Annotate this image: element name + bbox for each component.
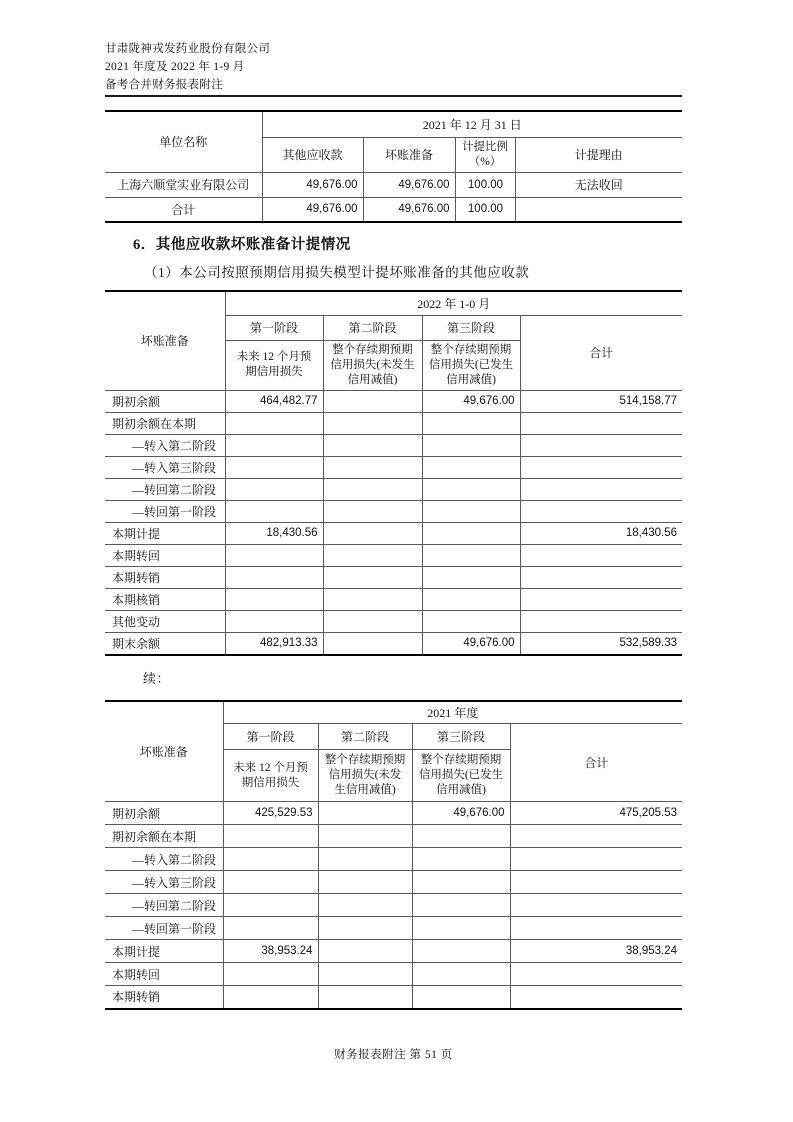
row-label: —转入第三阶段 bbox=[105, 871, 223, 894]
stage1-value bbox=[225, 588, 323, 610]
row-label: —转回第一阶段 bbox=[105, 500, 225, 522]
row-label: 本期计提 bbox=[105, 940, 223, 963]
total-value bbox=[510, 871, 682, 894]
reason-value: 无法收回 bbox=[515, 172, 682, 197]
table-row bbox=[105, 632, 682, 655]
table-row bbox=[105, 848, 682, 871]
period-header: 2021 年度 bbox=[223, 701, 682, 724]
total-value bbox=[510, 917, 682, 940]
total-value bbox=[520, 478, 682, 500]
total-header: 合计 bbox=[520, 315, 682, 390]
stage3-value: 49,676.00 bbox=[422, 632, 520, 655]
stage1-value bbox=[225, 500, 323, 522]
total-value bbox=[520, 610, 682, 632]
row-label: 本期转销 bbox=[105, 986, 223, 1009]
table-row bbox=[105, 456, 682, 478]
row-label: —转入第二阶段 bbox=[105, 434, 225, 456]
ratio-value: 100.00 bbox=[455, 172, 515, 197]
stage1-value bbox=[225, 456, 323, 478]
receivable-header: 其他应收款 bbox=[262, 137, 363, 172]
ratio-header: 计提比例（%） bbox=[455, 137, 515, 172]
stage2-value bbox=[323, 632, 422, 655]
stage3-value bbox=[422, 478, 520, 500]
row-label: —转回第二阶段 bbox=[105, 894, 223, 917]
table-row bbox=[105, 588, 682, 610]
stage1-value bbox=[223, 894, 318, 917]
company-name: 甘肃陇神戎发药业股份有限公司 bbox=[105, 43, 271, 55]
period-header: 2022 年 1-0 月 bbox=[225, 291, 682, 315]
report-period: 2021 年度及 2022 年 1-9 月 bbox=[105, 61, 245, 73]
row-label: 期初余额 bbox=[105, 802, 223, 825]
total-value: 475,205.53 bbox=[510, 802, 682, 825]
stage2-value bbox=[318, 963, 412, 986]
row-label: 期初余额在本期 bbox=[105, 825, 223, 848]
reason-value bbox=[515, 197, 682, 222]
stage1-header: 第一阶段 bbox=[225, 315, 323, 340]
section-title: 6．其他应收款坏账准备计提情况 bbox=[133, 237, 351, 253]
stage3-value bbox=[422, 434, 520, 456]
row-label: 本期计提 bbox=[105, 522, 225, 544]
stage2-header: 第二阶段 bbox=[323, 315, 422, 340]
row-label: 期末余额 bbox=[105, 632, 225, 655]
stage1-value: 464,482.77 bbox=[225, 390, 323, 412]
table-row bbox=[105, 963, 682, 986]
stage3-value: 49,676.00 bbox=[422, 390, 520, 412]
total-value bbox=[510, 986, 682, 1009]
stage2-header: 第二阶段 bbox=[318, 724, 412, 750]
stage1-value bbox=[223, 871, 318, 894]
unit-name-header: 单位名称 bbox=[105, 111, 262, 172]
table-row bbox=[105, 610, 682, 632]
table-row bbox=[105, 412, 682, 434]
stage2-value bbox=[323, 566, 422, 588]
document-header bbox=[105, 40, 270, 94]
total-value bbox=[520, 544, 682, 566]
page-footer: 财务报表附注 第 51 页 bbox=[334, 1049, 453, 1061]
stage3-value bbox=[412, 963, 510, 986]
stage3-value bbox=[412, 940, 510, 963]
stage2-value bbox=[323, 434, 422, 456]
total-value: 532,589.33 bbox=[520, 632, 682, 655]
stage1-sub: 未来 12 个月预期信用损失 bbox=[225, 340, 323, 390]
stage3-value bbox=[412, 825, 510, 848]
stage2-value bbox=[318, 848, 412, 871]
stage2-value bbox=[318, 917, 412, 940]
table-row bbox=[105, 522, 682, 544]
stage1-value: 18,430.56 bbox=[225, 522, 323, 544]
stage2-value bbox=[323, 500, 422, 522]
stage3-value bbox=[422, 544, 520, 566]
table-header-row bbox=[105, 111, 682, 137]
row-header: 坏账准备 bbox=[105, 701, 223, 802]
total-value bbox=[520, 412, 682, 434]
report-type: 备考合并财务报表附注 bbox=[105, 79, 223, 91]
stage1-value bbox=[225, 544, 323, 566]
row-label: 本期核销 bbox=[105, 588, 225, 610]
stage1-value: 425,529.53 bbox=[223, 802, 318, 825]
row-label: 期初余额 bbox=[105, 390, 225, 412]
table-row bbox=[105, 871, 682, 894]
stage1-value bbox=[225, 478, 323, 500]
bad-debt-value: 49,676.00 bbox=[363, 197, 455, 222]
row-label: —转入第二阶段 bbox=[105, 848, 223, 871]
stage3-value bbox=[412, 848, 510, 871]
stage1-value bbox=[223, 848, 318, 871]
date-header: 2021 年 12 月 31 日 bbox=[262, 111, 682, 137]
stage3-sub: 整个存续期预期信用损失(已发生信用减值) bbox=[412, 750, 510, 802]
total-value bbox=[520, 500, 682, 522]
stage1-sub: 未来 12 个月预期信用损失 bbox=[223, 750, 318, 802]
stage3-value bbox=[422, 522, 520, 544]
stage2-value bbox=[318, 894, 412, 917]
stage2-value bbox=[323, 610, 422, 632]
provision-by-unit-table bbox=[105, 110, 682, 223]
total-value: 38,953.24 bbox=[510, 940, 682, 963]
reason-header: 计提理由 bbox=[515, 137, 682, 172]
stage3-value bbox=[422, 412, 520, 434]
stage1-value bbox=[223, 825, 318, 848]
stage1-value bbox=[225, 412, 323, 434]
stage3-value bbox=[422, 456, 520, 478]
total-value: 514,158.77 bbox=[520, 390, 682, 412]
bad-debt-value: 49,676.00 bbox=[363, 172, 455, 197]
table-row bbox=[105, 390, 682, 412]
receivable-value: 49,676.00 bbox=[262, 172, 363, 197]
row-label: —转入第三阶段 bbox=[105, 456, 225, 478]
total-value bbox=[510, 894, 682, 917]
stage3-header: 第三阶段 bbox=[412, 724, 510, 750]
provision-2022-table bbox=[105, 290, 682, 656]
total-value bbox=[520, 588, 682, 610]
stage1-header: 第一阶段 bbox=[223, 724, 318, 750]
stage2-sub: 整个存续期预期信用损失(未发生信用减值) bbox=[318, 750, 412, 802]
stage1-value: 482,913.33 bbox=[225, 632, 323, 655]
table-row bbox=[105, 802, 682, 825]
row-label: 期初余额在本期 bbox=[105, 412, 225, 434]
stage3-value bbox=[412, 871, 510, 894]
table-header-row bbox=[105, 701, 682, 724]
total-value: 18,430.56 bbox=[520, 522, 682, 544]
stage2-value bbox=[318, 871, 412, 894]
table-row bbox=[105, 500, 682, 522]
stage3-value bbox=[422, 610, 520, 632]
row-label: 本期转回 bbox=[105, 963, 223, 986]
row-header: 坏账准备 bbox=[105, 291, 225, 390]
stage2-value bbox=[323, 478, 422, 500]
stage3-value: 49,676.00 bbox=[412, 802, 510, 825]
table-header-row bbox=[105, 291, 682, 315]
stage3-value bbox=[422, 588, 520, 610]
stage2-value bbox=[318, 940, 412, 963]
table-row bbox=[105, 172, 682, 197]
continued-label: 续： bbox=[143, 671, 171, 686]
stage1-value bbox=[223, 963, 318, 986]
table-row bbox=[105, 894, 682, 917]
stage1-value bbox=[223, 917, 318, 940]
stage1-value bbox=[223, 986, 318, 1009]
section-subtitle: （1）本公司按照预期信用损失模型计提坏账准备的其他应收款 bbox=[144, 265, 530, 280]
provision-2021-table bbox=[105, 700, 682, 1010]
stage3-value bbox=[422, 500, 520, 522]
table-row bbox=[105, 940, 682, 963]
table-row bbox=[105, 478, 682, 500]
bad-debt-header: 坏账准备 bbox=[363, 137, 455, 172]
row-label: 本期转回 bbox=[105, 544, 225, 566]
stage1-value bbox=[225, 566, 323, 588]
row-label: 其他变动 bbox=[105, 610, 225, 632]
total-value bbox=[510, 963, 682, 986]
total-header: 合计 bbox=[510, 724, 682, 802]
stage2-value bbox=[323, 390, 422, 412]
stage2-value bbox=[323, 588, 422, 610]
table-row bbox=[105, 566, 682, 588]
receivable-value: 49,676.00 bbox=[262, 197, 363, 222]
row-label: —转回第二阶段 bbox=[105, 478, 225, 500]
stage3-header: 第三阶段 bbox=[422, 315, 520, 340]
unit-name: 上海六顺堂实业有限公司 bbox=[105, 172, 262, 197]
total-value bbox=[520, 566, 682, 588]
stage2-sub: 整个存续期预期信用损失(未发生信用减值) bbox=[323, 340, 422, 390]
stage1-value bbox=[225, 610, 323, 632]
table-row bbox=[105, 197, 682, 222]
total-value bbox=[520, 434, 682, 456]
table-row bbox=[105, 434, 682, 456]
total-value bbox=[510, 825, 682, 848]
table-row bbox=[105, 544, 682, 566]
stage2-value bbox=[323, 522, 422, 544]
total-value bbox=[510, 848, 682, 871]
stage3-value bbox=[422, 566, 520, 588]
stage3-value bbox=[412, 917, 510, 940]
total-value bbox=[520, 456, 682, 478]
stage1-value bbox=[225, 434, 323, 456]
stage2-value bbox=[323, 456, 422, 478]
header-divider bbox=[105, 95, 682, 97]
unit-name: 合计 bbox=[105, 197, 262, 222]
stage2-value bbox=[318, 825, 412, 848]
table-row bbox=[105, 986, 682, 1009]
stage2-value bbox=[323, 412, 422, 434]
stage3-value bbox=[412, 894, 510, 917]
row-label: —转回第一阶段 bbox=[105, 917, 223, 940]
table-row bbox=[105, 825, 682, 848]
stage2-value bbox=[318, 802, 412, 825]
row-label: 本期转销 bbox=[105, 566, 225, 588]
stage1-value: 38,953.24 bbox=[223, 940, 318, 963]
stage3-sub: 整个存续期预期信用损失(已发生信用减值) bbox=[422, 340, 520, 390]
stage2-value bbox=[323, 544, 422, 566]
ratio-value: 100.00 bbox=[455, 197, 515, 222]
stage3-value bbox=[412, 986, 510, 1009]
table-row bbox=[105, 917, 682, 940]
stage2-value bbox=[318, 986, 412, 1009]
